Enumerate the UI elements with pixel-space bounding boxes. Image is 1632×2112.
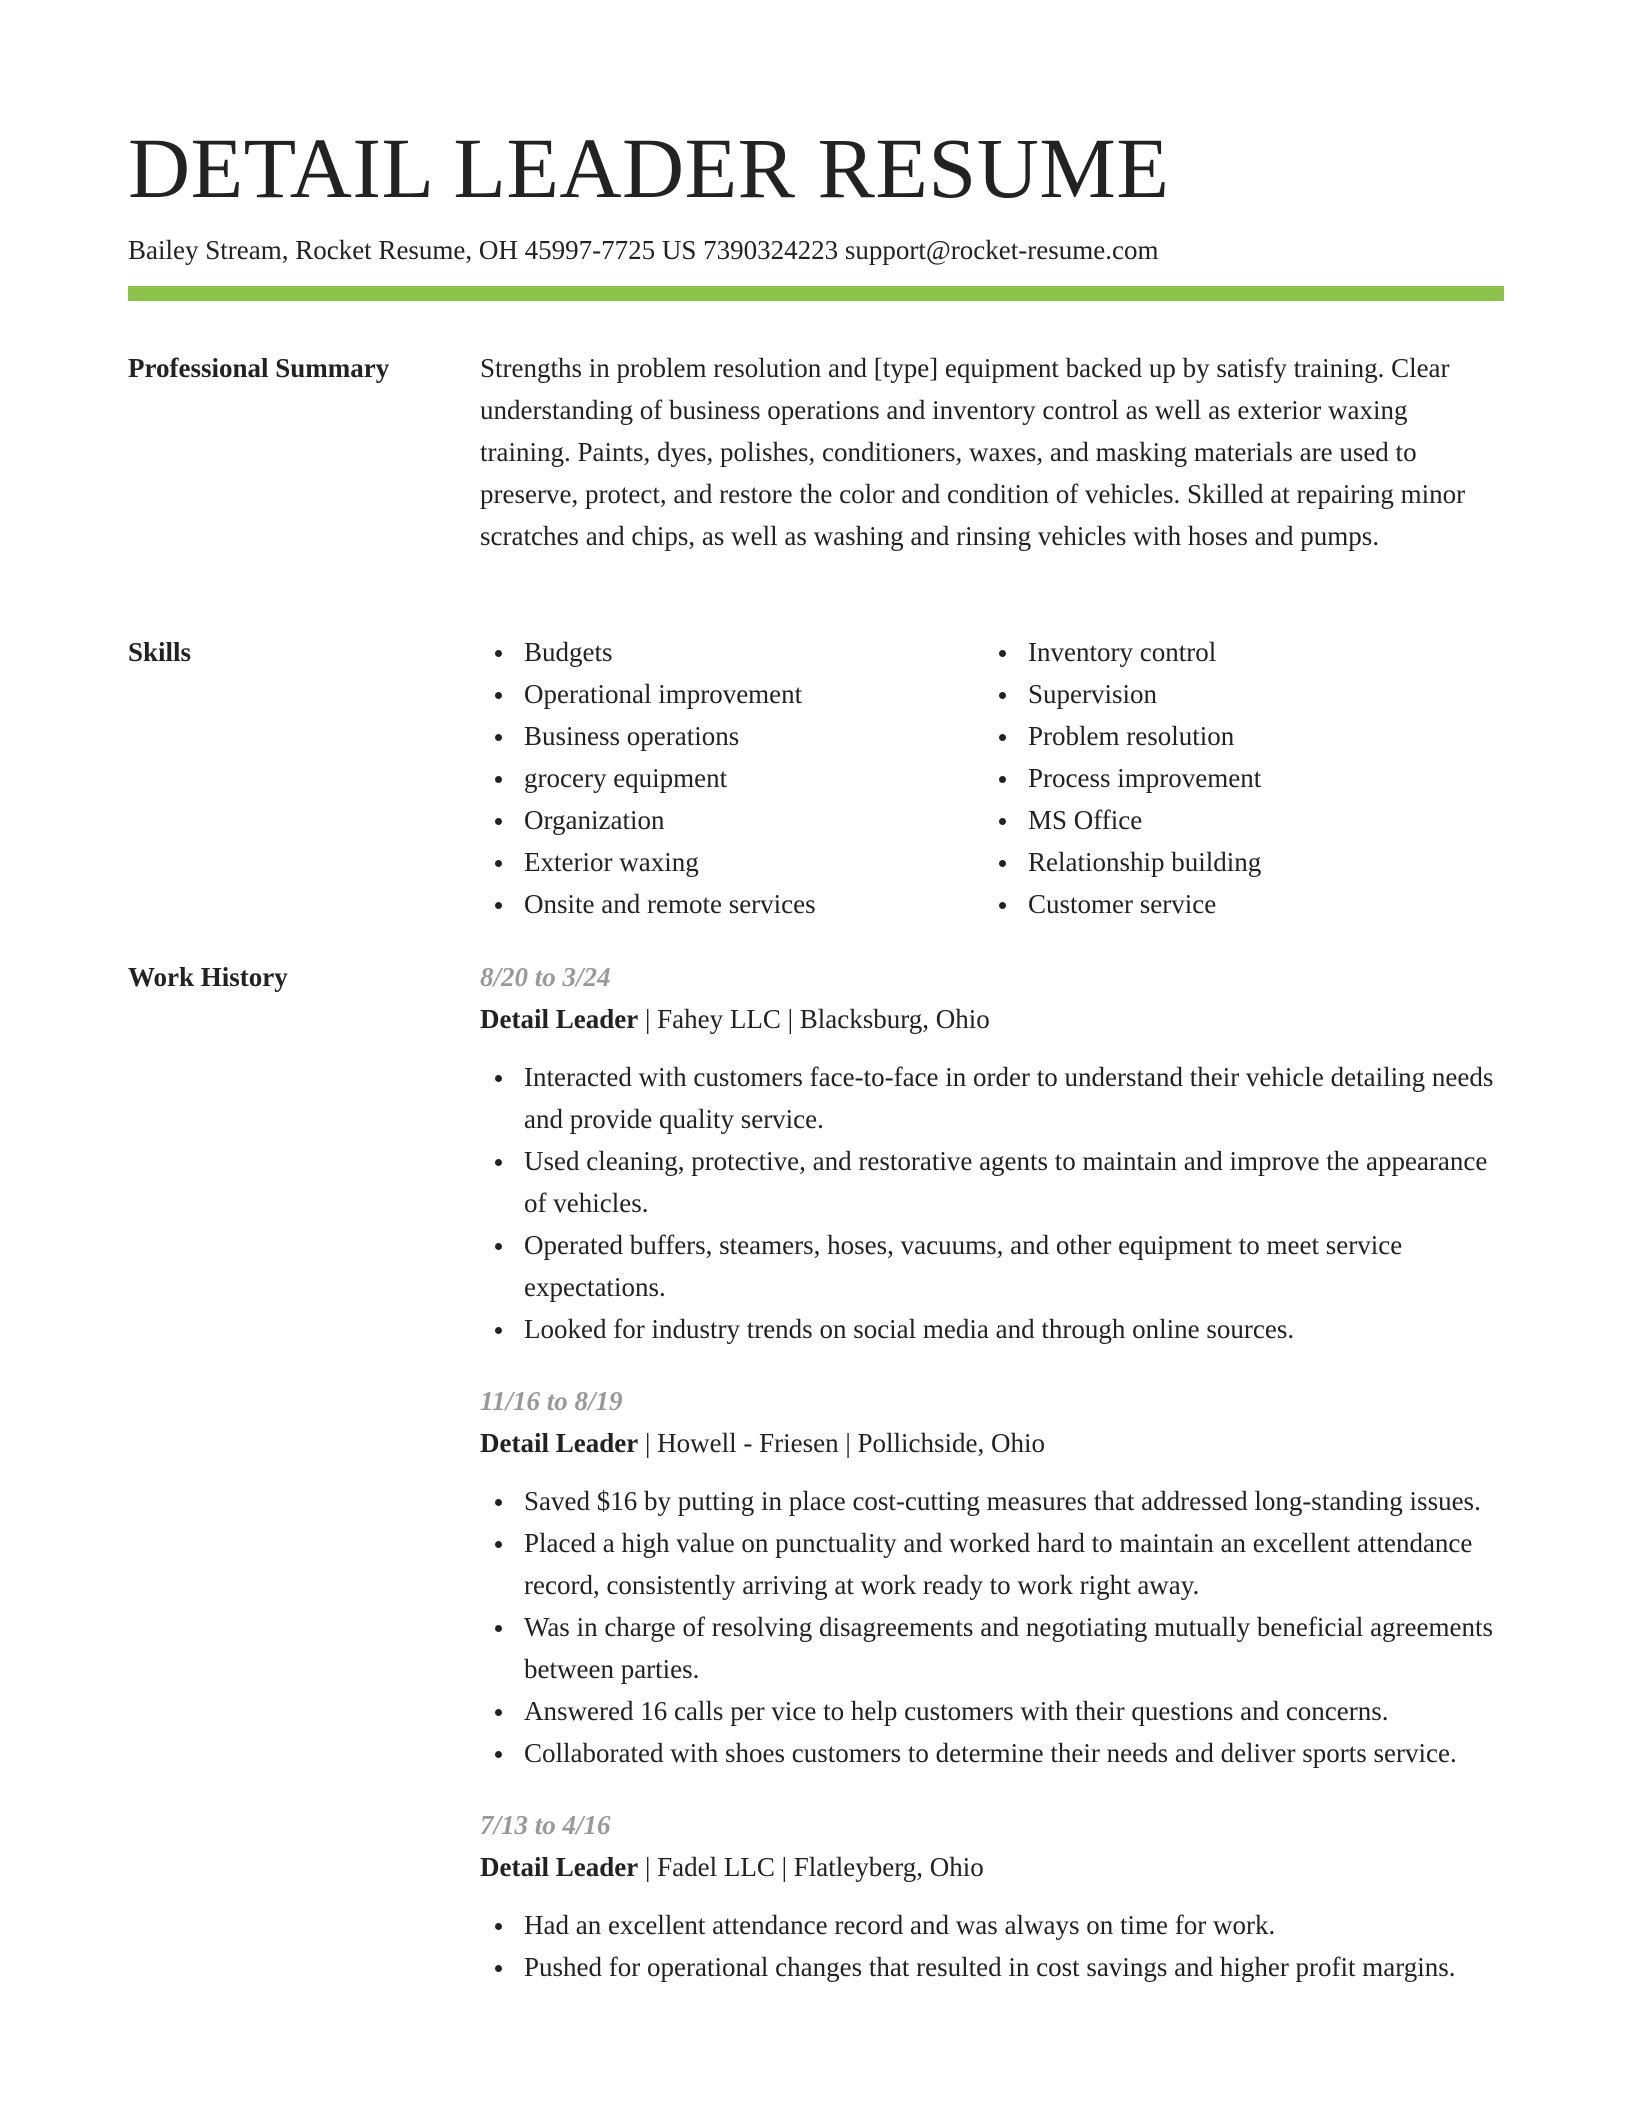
job-bullets: [480, 1480, 1504, 1774]
resume-title: DETAIL LEADER RESUME: [128, 120, 1170, 216]
skill-item: Budgets: [480, 631, 984, 673]
job-title: Detail Leader: [480, 1428, 639, 1458]
job-entry: [480, 1380, 1504, 1774]
job-location: Flatleyberg, Ohio: [793, 1852, 984, 1882]
skill-item: Process improvement: [984, 757, 1488, 799]
job-bullet: Operated buffers, steamers, hoses, vacuums, and other equipment to meet service expectations.: [480, 1224, 1504, 1308]
job-company: Howell - Friesen: [657, 1428, 839, 1458]
skill-item: Inventory control: [984, 631, 1488, 673]
job-location: Blacksburg, Ohio: [799, 1004, 990, 1034]
summary-heading: Professional Summary: [128, 353, 390, 383]
job-title: Detail Leader: [480, 1852, 639, 1882]
separator: |: [638, 1004, 658, 1034]
job-title: Detail Leader: [480, 1004, 639, 1034]
skills-column-right: [984, 631, 1488, 925]
job-bullet: Placed a high value on punctuality and worked hard to maintain an excellent attendance record, consistently arriving at work ready to work right away.: [480, 1522, 1504, 1606]
summary-text: Strengths in problem resolution and [type] equipment backed up by satisfy training. Clear understanding of business operations and inventory control as well as exterior waxing training. Paints, dyes, polishes, conditioners, waxes, and masking materials are used to preserve, protect, and restore the color and condition of vehicles. Skilled at repairing minor scratches and chips, as well as washing and rinsing vehicles with hoses and pumps.: [480, 353, 1466, 551]
skill-item: Onsite and remote services: [480, 883, 984, 925]
job-bullet: Collaborated with shoes customers to determine their needs and deliver sports service.: [480, 1732, 1504, 1774]
job-entry: [480, 956, 1504, 1350]
skill-item: Business operations: [480, 715, 984, 757]
contact-line: Bailey Stream, Rocket Resume, OH 45997-7725 US 7390324223 support@rocket-resume.com: [128, 235, 1159, 265]
skills-heading: Skills: [128, 637, 192, 667]
skills-column-left: [480, 631, 984, 925]
separator: |: [638, 1852, 658, 1882]
job-entry: [480, 1804, 1504, 1988]
separator: |: [838, 1428, 858, 1458]
job-company: Fahey LLC: [657, 1004, 781, 1034]
separator: |: [638, 1428, 658, 1458]
job-dates: 11/16 to 8/19: [480, 1386, 623, 1416]
job-bullet: Interacted with customers face-to-face in order to understand their vehicle detailing needs and provide quality service.: [480, 1056, 1504, 1140]
skill-item: Operational improvement: [480, 673, 984, 715]
job-dates: 7/13 to 4/16: [480, 1810, 611, 1840]
job-heading: [480, 1846, 1504, 1888]
job-bullet: Saved $16 by putting in place cost-cutting measures that addressed long-standing issues.: [480, 1480, 1504, 1522]
separator: |: [780, 1004, 800, 1034]
job-bullet: Had an excellent attendance record and was always on time for work.: [480, 1904, 1504, 1946]
skill-item: Customer service: [984, 883, 1488, 925]
job-bullet: Pushed for operational changes that resulted in cost savings and higher profit margins.: [480, 1946, 1504, 1988]
skill-item: Organization: [480, 799, 984, 841]
skill-item: Relationship building: [984, 841, 1488, 883]
skill-item: MS Office: [984, 799, 1488, 841]
skill-item: grocery equipment: [480, 757, 984, 799]
skill-item: Problem resolution: [984, 715, 1488, 757]
job-bullet: Was in charge of resolving disagreements and negotiating mutually beneficial agreements between parties.: [480, 1606, 1504, 1690]
job-heading: [480, 998, 1504, 1040]
job-bullets: [480, 1904, 1504, 1988]
skill-item: Supervision: [984, 673, 1488, 715]
job-location: Pollichside, Ohio: [857, 1428, 1045, 1458]
separator: |: [774, 1852, 794, 1882]
job-bullet: Looked for industry trends on social media and through online sources.: [480, 1308, 1504, 1350]
accent-divider: [128, 286, 1504, 301]
job-bullet: Used cleaning, protective, and restorative agents to maintain and improve the appearance of vehicles.: [480, 1140, 1504, 1224]
job-dates: 8/20 to 3/24: [480, 962, 611, 992]
work-history-heading: Work History: [128, 962, 288, 992]
skill-item: Exterior waxing: [480, 841, 984, 883]
job-bullet: Answered 16 calls per vice to help customers with their questions and concerns.: [480, 1690, 1504, 1732]
job-bullets: [480, 1056, 1504, 1350]
skills-list: [480, 631, 1504, 925]
job-heading: [480, 1422, 1504, 1464]
job-company: Fadel LLC: [657, 1852, 775, 1882]
